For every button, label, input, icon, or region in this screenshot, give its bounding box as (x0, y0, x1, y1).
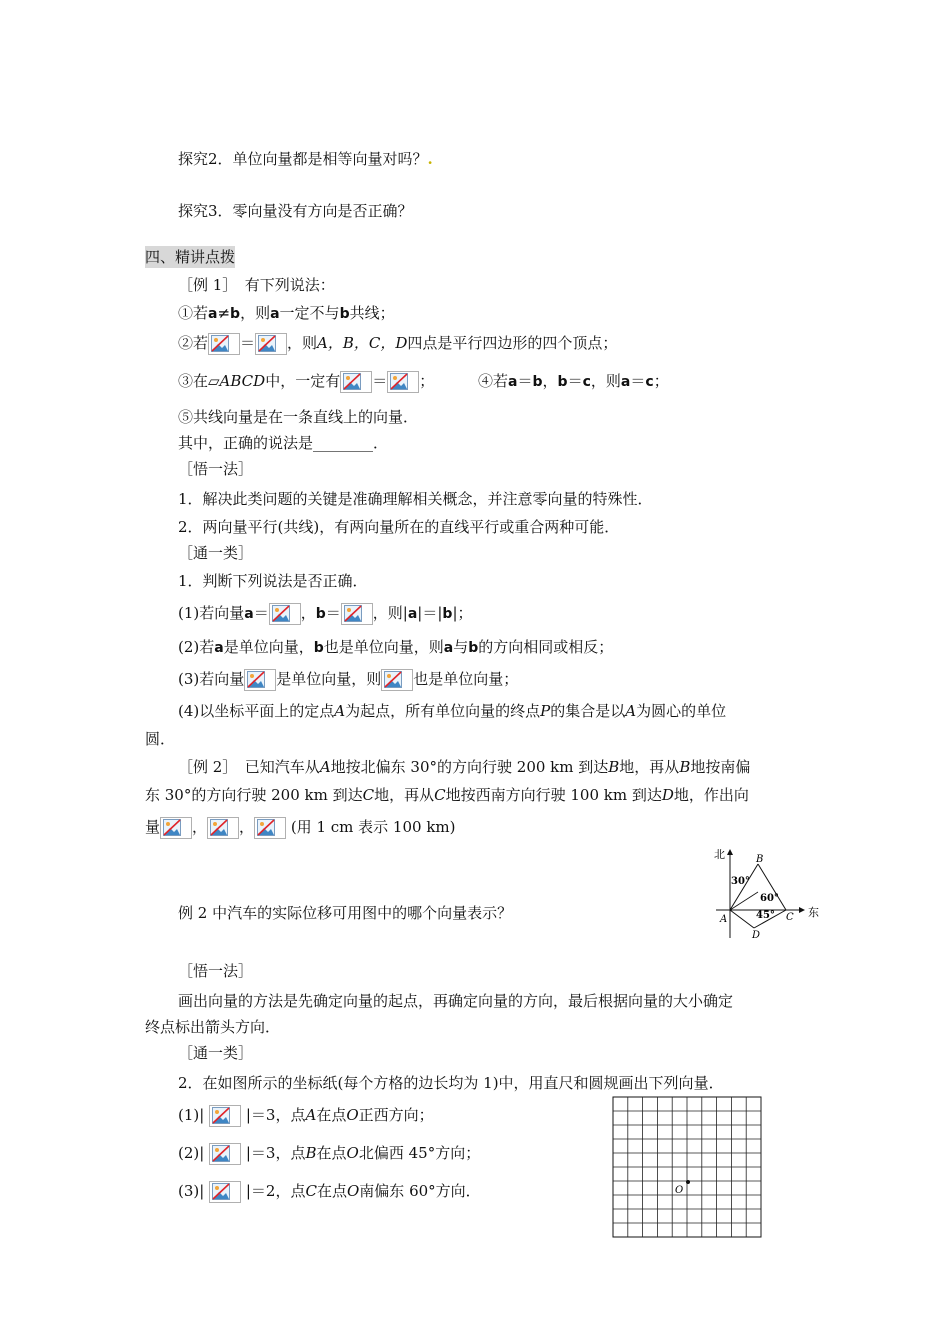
vector-ab (730, 864, 758, 910)
grid-lines (613, 1097, 761, 1237)
practice-2-item-3: (3)| |＝2，点C在点O南偏东 60°方向． (178, 1180, 481, 1203)
inquiry-3: 探究3．零向量没有方向是否正确？ (178, 202, 413, 220)
broken-image-icon (208, 333, 240, 355)
statement-2: ②若 ＝ ，则A，B，C，D四点是平行四边形的四个顶点； (178, 332, 617, 355)
route-diagram (712, 846, 822, 940)
practice-title: ［通一类］ (178, 544, 254, 562)
vector-ad (730, 910, 754, 928)
point-c-label: C (786, 912, 794, 923)
point-a-label: A (720, 914, 728, 925)
broken-image-icon (340, 371, 372, 393)
broken-image-icon (244, 669, 276, 691)
example-2-question: 例 2 中汽车的实际位移可用图中的哪个向量表示？ (178, 904, 513, 922)
section-heading: 四、精讲点拨 (145, 248, 236, 266)
broken-image-icon (160, 817, 192, 839)
angle-60-label: 60° (760, 893, 779, 904)
practice-2-prompt: 2．在如图所示的坐标纸(每个方格的边长均为 1)中，用直尺和圆规画出下列向量． (178, 1074, 724, 1092)
method-2-line-2: 终点标出箭头方向． (145, 1018, 281, 1036)
point-b-label: B (756, 854, 764, 865)
practice-1-item-1: (1)若向量a＝ ，b＝ ，则|a|＝|b|； (178, 602, 473, 625)
broken-image-icon (209, 1105, 241, 1127)
broken-image-icon (255, 333, 287, 355)
broken-image-icon (209, 1143, 241, 1165)
example-2-line-2: 东 30°的方向行驶 200 km 到达C地，再从C地按西南方向行驶 100 km 到达D地，作出向 (145, 786, 749, 804)
origin-label: O (675, 1185, 684, 1196)
diagonal-line (730, 892, 758, 910)
broken-image-icon (269, 603, 301, 625)
origin-point (686, 1180, 690, 1184)
method-title: ［悟一法］ (178, 460, 254, 478)
practice-2-item-2: (2)| |＝3，点B在点O北偏西 45°方向； (178, 1142, 480, 1165)
angle-30-label: 30° (731, 876, 750, 887)
method-2-title: ［悟一法］ (178, 962, 254, 980)
practice-2-item-1: (1)| |＝3，点A在点O正西方向； (178, 1104, 434, 1127)
example-2-line-3: 量 ， ， (用 1 cm 表示 100 km) (145, 816, 455, 839)
north-label: 北 (714, 848, 725, 861)
practice-1-item-4: (4)以坐标平面上的定点A为起点，所有单位向量的终点P的集合是以A为圆心的单位 (178, 702, 727, 720)
broken-image-icon (254, 817, 286, 839)
practice-1-item-2: (2)若a是单位向量，b也是单位向量，则a与b的方向相同或相反； (178, 638, 614, 656)
grid-paper (612, 1096, 764, 1240)
broken-image-icon (209, 1181, 241, 1203)
statement-4: ④若a＝b，b＝c，则a＝c； (478, 372, 669, 390)
statement-5: ⑤共线向量是在一条直线上的向量． (178, 408, 419, 426)
statement-1: ①若a≠b，则a一定不与b共线； (178, 304, 395, 322)
method-2-line-1: 画出向量的方法是先确定向量的起点，再确定向量的方向，最后根据向量的大小确定 (178, 992, 734, 1010)
angle-45-label: 45° (756, 910, 775, 921)
broken-image-icon (381, 669, 413, 691)
example-1-answer: 其中，正确的说法是________． (178, 434, 389, 452)
point-d-label: D (752, 930, 761, 940)
statement-3: ③在▱ABCD中，一定有 ＝ ； (178, 370, 434, 393)
practice-1-prompt: 1．判断下列说法是否正确． (178, 572, 368, 590)
practice-1-item-3: (3)若向量 是单位向量，则 也是单位向量； (178, 668, 518, 691)
method-point-1: 1．解决此类问题的关键是准确理解相关概念，并注意零向量的特殊性． (178, 490, 653, 508)
broken-image-icon (207, 817, 239, 839)
broken-image-icon (387, 371, 419, 393)
mark-dot: . (427, 150, 433, 168)
practice-1-item-4-cont: 圆． (145, 730, 176, 748)
method-point-2: 2．两向量平行(共线)，有两向量所在的直线平行或重合两种可能． (178, 518, 620, 536)
example-2-line-1: ［例 2］ 已知汽车从A地按北偏东 30°的方向行驶 200 km 到达B地，再从B地按南偏 (178, 758, 751, 776)
east-label: 东 (808, 906, 819, 919)
practice-2-title: ［通一类］ (178, 1044, 254, 1062)
example-1-title: ［例 1］ 有下列说法： (178, 276, 335, 294)
inquiry-2: 探究2．单位向量都是相等向量对吗？. (178, 150, 433, 168)
broken-image-icon (341, 603, 373, 625)
